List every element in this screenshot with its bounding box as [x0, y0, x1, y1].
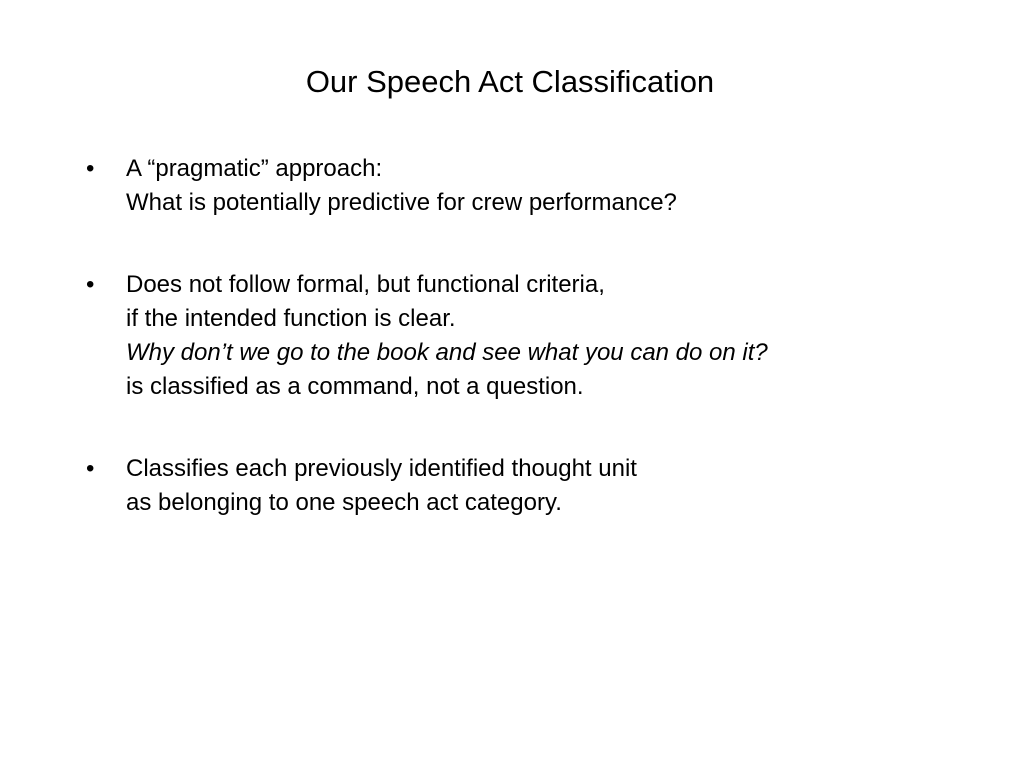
bullet-icon: • — [86, 271, 95, 298]
bullet-line: as belonging to one speech act category. — [126, 489, 562, 516]
bullet-line: A “pragmatic” approach: — [126, 155, 383, 182]
bullet-item — [86, 452, 966, 520]
bullet-line: Classifies each previously identified thought unit — [126, 455, 637, 482]
bullet-item — [86, 268, 966, 404]
bullet-icon: • — [86, 155, 95, 182]
bullet-item — [86, 152, 966, 220]
bullet-text — [126, 452, 966, 520]
bullet-icon: • — [86, 455, 95, 482]
bullet-line: Does not follow formal, but functional criteria, — [126, 271, 605, 298]
bullet-line: if the intended function is clear. — [126, 305, 456, 332]
bullet-text — [126, 152, 966, 220]
example-quote: Why don’t we go to the book and see what you can do on it? — [126, 339, 768, 366]
bullet-line: is classified as a command, not a question. — [126, 373, 584, 400]
bullet-text — [126, 268, 966, 404]
bullet-line: What is potentially predictive for crew performance? — [126, 189, 677, 216]
slide-title: Our Speech Act Classification — [305, 64, 715, 99]
